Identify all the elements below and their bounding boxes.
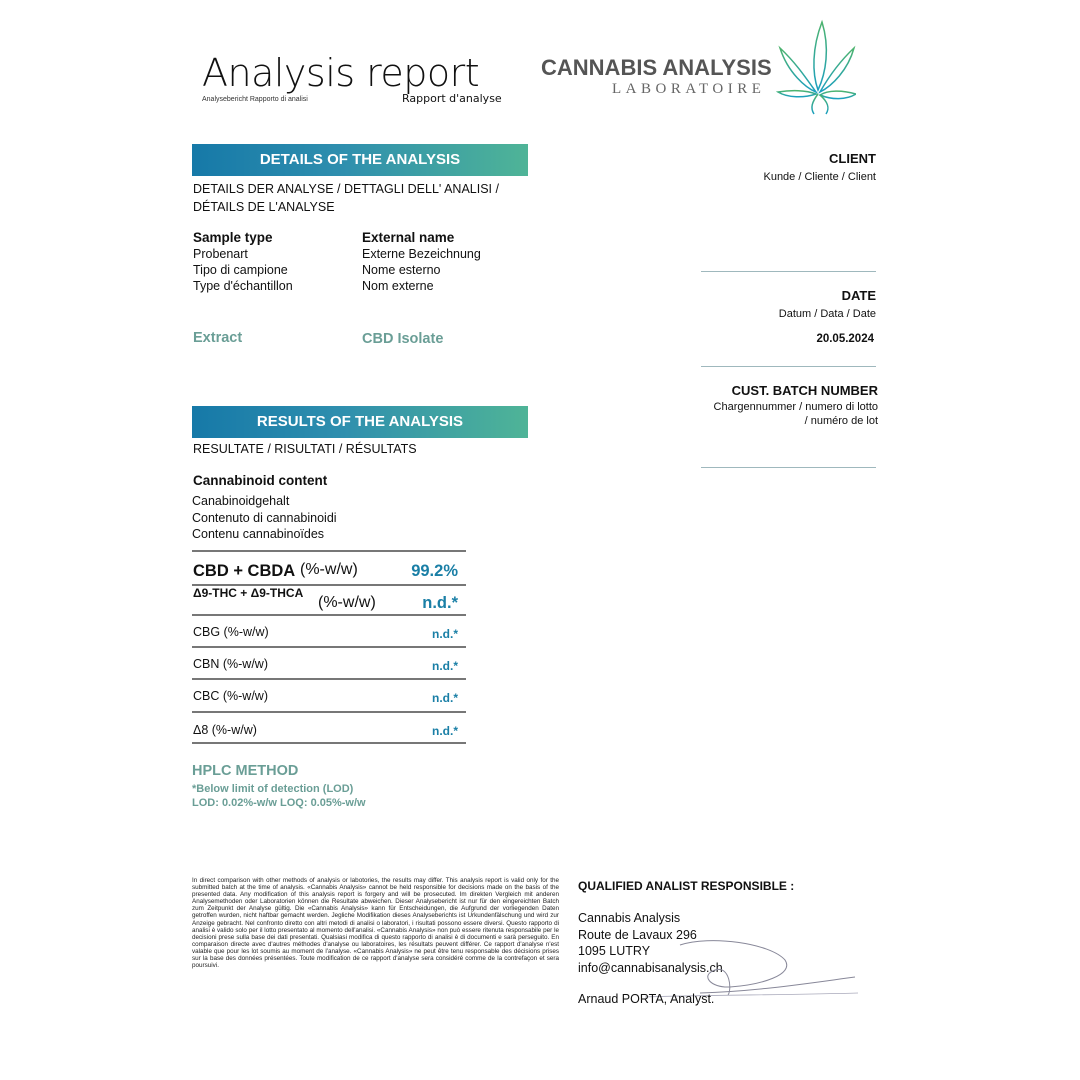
client-sub: Kunde / Cliente / Client — [763, 171, 876, 183]
client-block — [763, 151, 876, 183]
logo-subtext: LABORATOIRE — [612, 81, 766, 97]
external-name-de: Externe Bezeichnung — [362, 247, 481, 261]
batch-block — [714, 383, 878, 427]
date-value: 20.05.2024 — [816, 333, 874, 345]
result-name: Δ9-THC + Δ9-THCA — [193, 586, 304, 600]
sample-type-value: Extract — [193, 330, 243, 346]
company-name: Cannabis Analysis — [578, 911, 681, 925]
result-row-cbn — [192, 646, 466, 678]
results-section-header: RESULTS OF THE ANALYSIS — [192, 406, 528, 438]
batch-label: CUST. BATCH NUMBER — [731, 383, 878, 398]
result-name: CBG (%-w/w) — [193, 625, 269, 639]
cannabinoid-it: Contenuto di cannabinoidi — [192, 510, 337, 525]
result-row-d8 — [192, 711, 466, 744]
logo-text: CANNABIS ANALYSIS — [541, 55, 772, 80]
batch-line — [701, 467, 876, 468]
details-translations: DETAILS DER ANALYSE / DETTAGLI DELL' ANALISI / DÉTAILS DE L'ANALYSE — [193, 182, 499, 214]
result-name: CBC (%-w/w) — [193, 689, 268, 703]
result-row-thc — [192, 584, 466, 616]
sample-type-block — [193, 230, 293, 294]
sample-type-de: Probenart — [193, 247, 248, 261]
cannabinoid-translations — [192, 493, 337, 543]
sample-type-it: Tipo di campione — [193, 263, 288, 277]
sample-type-fr: Type d'échantillon — [193, 279, 293, 293]
cannabinoid-content-label: Cannabinoid content — [193, 473, 328, 488]
external-name-it: Nome esterno — [362, 263, 441, 277]
method-lod: LOD: 0.02%-w/w LOQ: 0.05%-w/w — [192, 797, 366, 809]
result-value: n.d.* — [422, 594, 458, 612]
result-row-cbg — [192, 614, 466, 646]
batch-sub1: Chargennummer / numero di lotto — [713, 401, 878, 413]
method-title: HPLC METHOD — [192, 763, 299, 779]
sample-type-label: Sample type — [193, 230, 273, 245]
details-section-header: DETAILS OF THE ANALYSIS — [192, 144, 528, 176]
result-row-cbd — [192, 550, 466, 584]
result-value: n.d.* — [432, 691, 458, 705]
batch-sub2: / numéro de lot — [804, 415, 878, 427]
date-sub: Datum / Data / Date — [778, 308, 876, 320]
result-value: n.d.* — [432, 724, 458, 738]
result-name: CBD + CBDA — [193, 562, 296, 580]
date-block — [779, 288, 876, 345]
external-name-block — [362, 230, 481, 294]
date-label: DATE — [841, 288, 876, 303]
city: 1095 LUTRY — [578, 944, 651, 958]
client-label: CLIENT — [829, 151, 876, 166]
result-row-cbc — [192, 678, 466, 711]
external-name-value: CBD Isolate — [362, 331, 444, 347]
method-note: *Below limit of detection (LOD) — [192, 783, 354, 795]
cannabinoid-de: Canabinoidgehalt — [192, 494, 290, 508]
analyst-name: Arnaud PORTA, Analyst. — [578, 992, 715, 1006]
cannabis-leaf-logo-icon — [776, 18, 856, 118]
subtitle-fr: Rapport d'analyse — [402, 92, 502, 105]
email: info@cannabisanalysis.ch — [578, 960, 723, 975]
result-value: n.d.* — [432, 659, 458, 673]
result-value: 99.2% — [411, 562, 458, 580]
result-name: CBN (%-w/w) — [193, 657, 268, 671]
page-title: Analysis report — [202, 51, 480, 95]
disclaimer: In direct comparison with other methods of analysis or labotories, the results may differ. This analysis report is valid only for the submitted batch at the time of analysis. «Cannabis Analysis» cannot be held responsible for decisions made on the basis of the presented data. Any modification of this analysis report is forgery and will be prosecuted. Im direkten Vergleich mit anderen Analysemethoden oder Laboratorien können die Resultate abweichen. Dieser Analysebericht ist nur für den eingereichten Batch zum Zeitpunkt der Analyse gültig. Die «Cannabis Analysis» kann für Entscheidungen, die Aufgrund der vorliegenden Daten getroffen wurden, nicht haftbar gemacht werden. Jegliche Modifikation dieses Analyseberichts ist Urkundenfälschung und wird zur Anzeige gebracht. Nel confronto diretto con altri metodi di analisi o laboratori, i risultati possono essere diversi. Questo rapporto di analisi è valido solo per il lotto presentato al momento dell'analisi. «Cannabis Analysis» non può essere ritenuta responsabile per le decisioni prese sulla base dei dati presentati. Qualsiasi modifica di questo rapporto di analisi è di documenti e sarà perseguito. En comparaison directe avec d'autres méthodes d'analyse ou laboratoires, les résultats peuvent différer. Ce rapport d'analyse n'est valable que pour les lot soumis au moment de l'analyse. «Cannabis Analysis» ne peut être tenu responsable des décisions prises sur la base des données présentées. Toute modification de ce rapport d'analyse sera considéré comme de la contrefaçon et sera poursuivi. — [192, 877, 559, 970]
client-line — [701, 271, 876, 272]
external-name-fr: Nom externe — [362, 279, 434, 293]
cannabinoid-fr: Contenu cannabinoïdes — [192, 527, 325, 541]
results-translations: RESULTATE / RISULTATI / RÉSULTATS — [193, 442, 417, 456]
subtitle-de-it: Analysebericht Rapporto di analisi — [202, 96, 308, 103]
result-name: Δ8 (%-w/w) — [193, 723, 257, 737]
result-value: n.d.* — [432, 627, 458, 641]
date-line — [701, 366, 876, 367]
responsible-label: QUALIFIED ANALIST RESPONSIBLE : — [578, 879, 795, 893]
result-unit: (%-w/w) — [318, 594, 376, 611]
external-name-label: External name — [362, 230, 455, 245]
result-unit: (%-w/w) — [300, 561, 358, 578]
street: Route de Lavaux 296 — [578, 927, 697, 942]
